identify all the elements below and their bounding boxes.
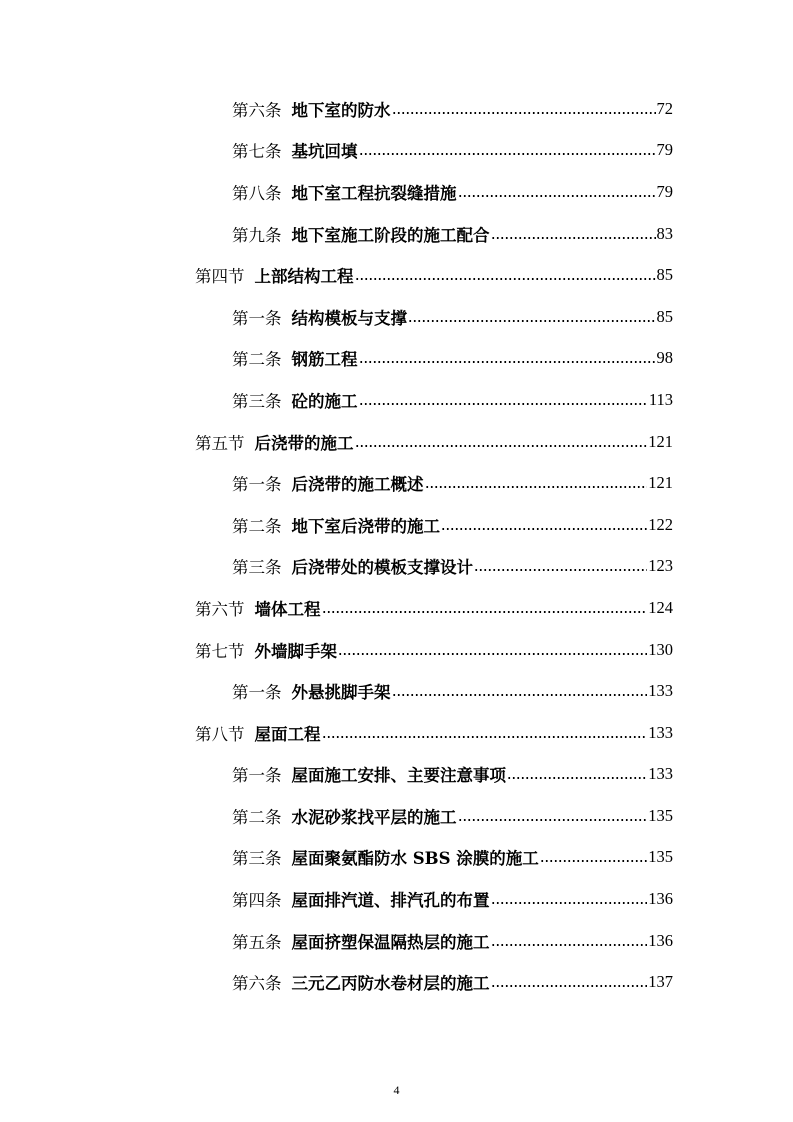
toc-article-entry[interactable] [0, 213, 673, 255]
toc-entry-page: 121 [648, 431, 673, 451]
toc-dot-leader [441, 528, 647, 530]
toc-entry-number: 第一条 [232, 683, 282, 703]
toc-dot-leader [474, 569, 647, 571]
toc-entry-page: 136 [648, 889, 673, 909]
toc-dot-leader [458, 195, 656, 197]
toc-entry-page: 136 [648, 930, 673, 950]
toc-entry-page: 122 [648, 514, 673, 534]
toc-entry-title: 后浇带处的模板支撑设计 [291, 558, 473, 578]
toc-entry-page: 133 [648, 722, 673, 742]
toc-entry-title: 屋面挤塑保温隔热层的施工 [291, 932, 490, 952]
toc-entry-number: 第一条 [232, 475, 282, 495]
toc-entry-page: 83 [656, 223, 673, 243]
toc-entry-number: 第六条 [232, 100, 282, 120]
toc-dot-leader [359, 403, 648, 405]
toc-article-entry[interactable] [0, 88, 673, 130]
toc-dot-leader [322, 611, 648, 613]
toc-entry-page: 133 [648, 764, 673, 784]
toc-section-entry[interactable] [0, 629, 673, 671]
toc-entry-title: 屋面聚氨酯防水 SBS 涂膜的施工 [291, 849, 539, 869]
toc-article-entry[interactable] [0, 171, 673, 213]
toc-entry-title: 外墙脚手架 [254, 641, 337, 661]
toc-dot-leader [507, 777, 647, 779]
toc-entry-page: 98 [656, 348, 673, 368]
toc-entry-title: 后浇带的施工概述 [291, 475, 424, 495]
toc-dot-leader [458, 819, 648, 821]
toc-article-entry[interactable] [0, 504, 673, 546]
toc-article-entry[interactable] [0, 296, 673, 338]
toc-entry-title: 地下室后浇带的施工 [291, 516, 440, 536]
toc-article-entry[interactable] [0, 920, 673, 962]
toc-entry-number: 第三条 [232, 849, 282, 869]
toc-article-entry[interactable] [0, 754, 673, 796]
toc-entry-number: 第七条 [232, 142, 282, 162]
toc-entry-number: 第二条 [232, 516, 282, 536]
toc-entry-number: 第二条 [232, 807, 282, 827]
toc-dot-leader [355, 278, 656, 280]
page-number: 4 [393, 1083, 400, 1097]
toc-entry-page: 123 [648, 556, 673, 576]
table-of-contents [0, 88, 793, 1003]
toc-entry-page: 85 [656, 265, 673, 285]
toc-entry-page: 133 [648, 681, 673, 701]
toc-dot-leader [491, 902, 648, 904]
toc-dot-leader [359, 153, 656, 155]
toc-section-entry[interactable] [0, 254, 673, 296]
toc-article-entry[interactable] [0, 795, 673, 837]
toc-entry-number: 第六条 [232, 974, 282, 994]
toc-entry-page: 121 [648, 473, 673, 493]
toc-entry-number: 第五条 [232, 932, 282, 952]
toc-entry-title: 地下室工程抗裂缝措施 [291, 183, 457, 203]
toc-entry-page: 113 [648, 389, 673, 409]
toc-article-entry[interactable] [0, 961, 673, 1003]
toc-entry-page: 72 [656, 98, 673, 118]
toc-dot-leader [392, 112, 656, 114]
toc-dot-leader [408, 320, 656, 322]
toc-entry-page: 79 [656, 140, 673, 160]
toc-entry-number: 第三条 [232, 558, 282, 578]
toc-dot-leader [425, 486, 648, 488]
toc-entry-title: 屋面施工安排、主要注意事项 [291, 766, 506, 786]
toc-entry-title: 砼的施工 [291, 391, 358, 411]
toc-entry-title: 钢筋工程 [291, 350, 358, 370]
toc-dot-leader [355, 445, 648, 447]
toc-entry-title: 地下室施工阶段的施工配合 [291, 225, 490, 245]
toc-entry-title: 上部结构工程 [254, 267, 354, 287]
toc-entry-page: 137 [648, 972, 673, 992]
toc-dot-leader [491, 944, 648, 946]
toc-entry-page: 124 [648, 597, 673, 617]
toc-article-entry[interactable] [0, 462, 673, 504]
toc-entry-number: 第五节 [195, 433, 245, 453]
toc-entry-title: 水泥砂浆找平层的施工 [291, 807, 457, 827]
toc-entry-title: 墙体工程 [254, 599, 321, 619]
toc-entry-title: 屋面工程 [254, 724, 321, 744]
toc-entry-title: 基坑回填 [291, 142, 358, 162]
toc-article-entry[interactable] [0, 878, 673, 920]
toc-dot-leader [338, 653, 647, 655]
toc-entry-number: 第一条 [232, 766, 282, 786]
toc-section-entry[interactable] [0, 421, 673, 463]
toc-entry-number: 第八条 [232, 183, 282, 203]
toc-dot-leader [540, 860, 647, 862]
toc-entry-page: 135 [648, 805, 673, 825]
toc-article-entry[interactable] [0, 130, 673, 172]
toc-entry-number: 第六节 [195, 599, 245, 619]
toc-entry-title: 后浇带的施工 [254, 433, 354, 453]
toc-entry-number: 第一条 [232, 308, 282, 328]
toc-dot-leader [491, 985, 648, 987]
toc-article-entry[interactable] [0, 338, 673, 380]
toc-entry-title: 结构模板与支撑 [291, 308, 407, 328]
toc-entry-page: 130 [648, 639, 673, 659]
toc-entry-number: 第九条 [232, 225, 282, 245]
toc-article-entry[interactable] [0, 546, 673, 588]
toc-section-entry[interactable] [0, 712, 673, 754]
toc-article-entry[interactable] [0, 670, 673, 712]
toc-entry-page: 85 [656, 306, 673, 326]
toc-entry-number: 第七节 [195, 641, 245, 661]
toc-dot-leader [392, 694, 648, 696]
toc-dot-leader [359, 361, 656, 363]
toc-entry-number: 第四节 [195, 267, 245, 287]
toc-entry-title: 三元乙丙防水卷材层的施工 [291, 974, 490, 994]
toc-entry-title: 外悬挑脚手架 [291, 683, 391, 703]
toc-dot-leader [491, 237, 656, 239]
toc-entry-page: 135 [648, 847, 673, 867]
toc-entry-number: 第八节 [195, 724, 245, 744]
toc-article-entry[interactable] [0, 379, 673, 421]
toc-entry-title: 屋面排汽道、排汽孔的布置 [291, 891, 490, 911]
toc-dot-leader [322, 736, 648, 738]
toc-section-entry[interactable] [0, 587, 673, 629]
toc-entry-number: 第二条 [232, 350, 282, 370]
toc-entry-number: 第三条 [232, 391, 282, 411]
toc-entry-title: 地下室的防水 [291, 100, 391, 120]
toc-entry-page: 79 [656, 181, 673, 201]
toc-article-entry[interactable] [0, 837, 673, 879]
toc-entry-number: 第四条 [232, 891, 282, 911]
